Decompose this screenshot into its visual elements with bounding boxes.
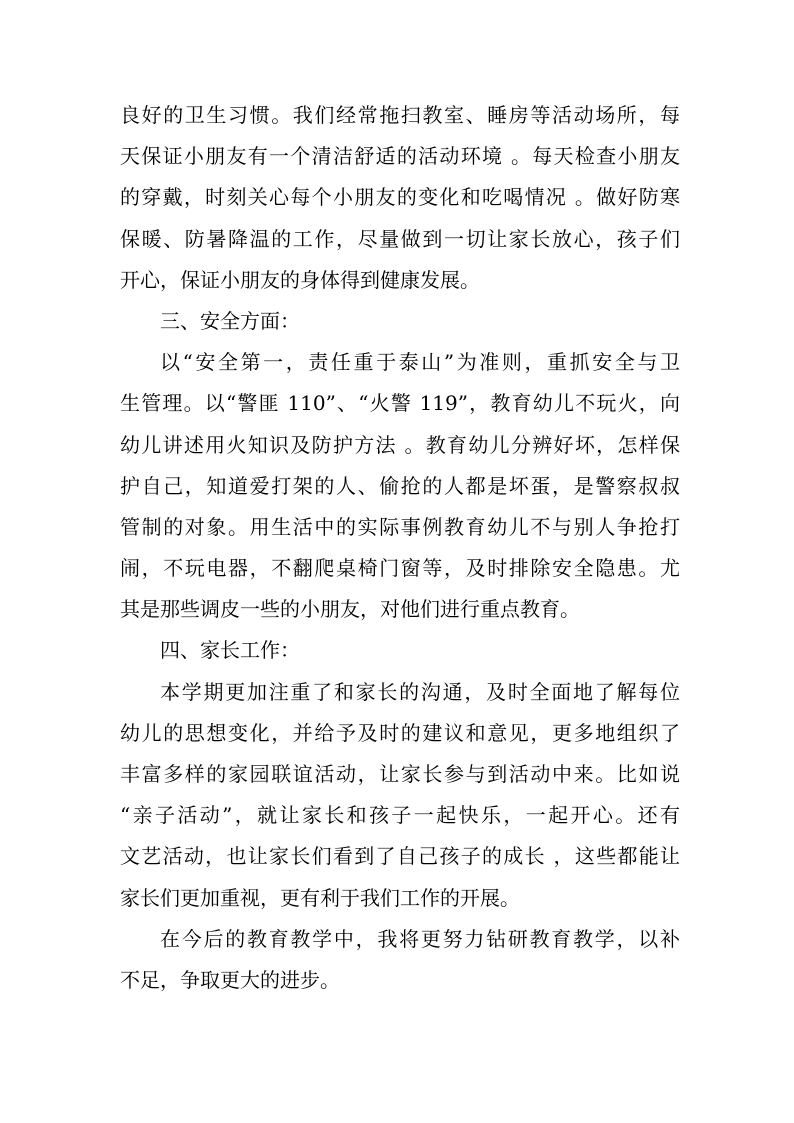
text-line: 以“安全第一，责任重于泰山”为准则，重抓安全与卫 bbox=[160, 350, 680, 375]
section-heading: 三、安全方面： bbox=[160, 308, 300, 333]
text-line: 其是那些调皮一些的小朋友，对他们进行重点教育。 bbox=[120, 597, 580, 622]
text-line: 闹，不玩电器，不翻爬桌椅门窗等，及时排除安全隐患。尤 bbox=[120, 556, 680, 581]
text-line: 护自己，知道爱打架的人、偷抢的人都是坏蛋，是警察叔叔 bbox=[120, 473, 680, 498]
text-line: 生管理。以“警匪 110”、“火警 119”，教育幼儿不玩火，向 bbox=[120, 391, 680, 416]
text-line: 幼儿的思想变化，并给予及时的建议和意见，更多地组织了 bbox=[120, 720, 680, 745]
text-line: 天保证小朋友有一个清洁舒适的活动环境 。每天检查小朋友 bbox=[120, 144, 680, 169]
text-line: 本学期更加注重了和家长的沟通，及时全面地了解每位 bbox=[160, 679, 680, 704]
paragraph-future bbox=[120, 919, 680, 1001]
document-body bbox=[120, 95, 680, 1001]
text-line: 开心，保证小朋友的身体得到健康发展。 bbox=[120, 267, 480, 292]
text-line: 保暖、防暑降温的工作，尽量做到一切让家长放心，孩子们 bbox=[120, 226, 680, 251]
text-line: 的穿戴，时刻关心每个小朋友的变化和吃喝情况 。做好防寒 bbox=[120, 185, 680, 210]
text-line: 不足，争取更大的进步。 bbox=[120, 967, 340, 992]
paragraph-hygiene bbox=[120, 95, 680, 301]
text-line: 丰富多样的家园联谊活动，让家长参与到活动中来。比如说 bbox=[120, 762, 680, 786]
paragraph-safety bbox=[120, 342, 680, 630]
text-line: 家长们更加重视，更有利于我们工作的开展。 bbox=[120, 885, 520, 910]
text-line: 良好的卫生习惯。我们经常拖扫教室、睡房等活动场所，每 bbox=[120, 103, 680, 127]
heading-safety bbox=[120, 301, 680, 342]
heading-parents bbox=[120, 630, 680, 671]
section-heading: 四、家长工作： bbox=[160, 638, 300, 663]
text-line: 管制的对象。用生活中的实际事例教育幼儿不与别人争抢打 bbox=[120, 514, 680, 539]
text-line: “亲子活动”，就让家长和孩子一起快乐，一起开心。还有 bbox=[120, 803, 680, 828]
text-line: 幼儿讲述用火知识及防护方法 。教育幼儿分辨好坏，怎样保 bbox=[120, 432, 680, 457]
text-line: 文艺活动，也让家长们看到了自己孩子的成长 ，这些都能让 bbox=[120, 844, 680, 869]
text-line: 在今后的教育教学中，我将更努力钻研教育教学，以补 bbox=[160, 926, 680, 951]
paragraph-parents bbox=[120, 672, 680, 919]
